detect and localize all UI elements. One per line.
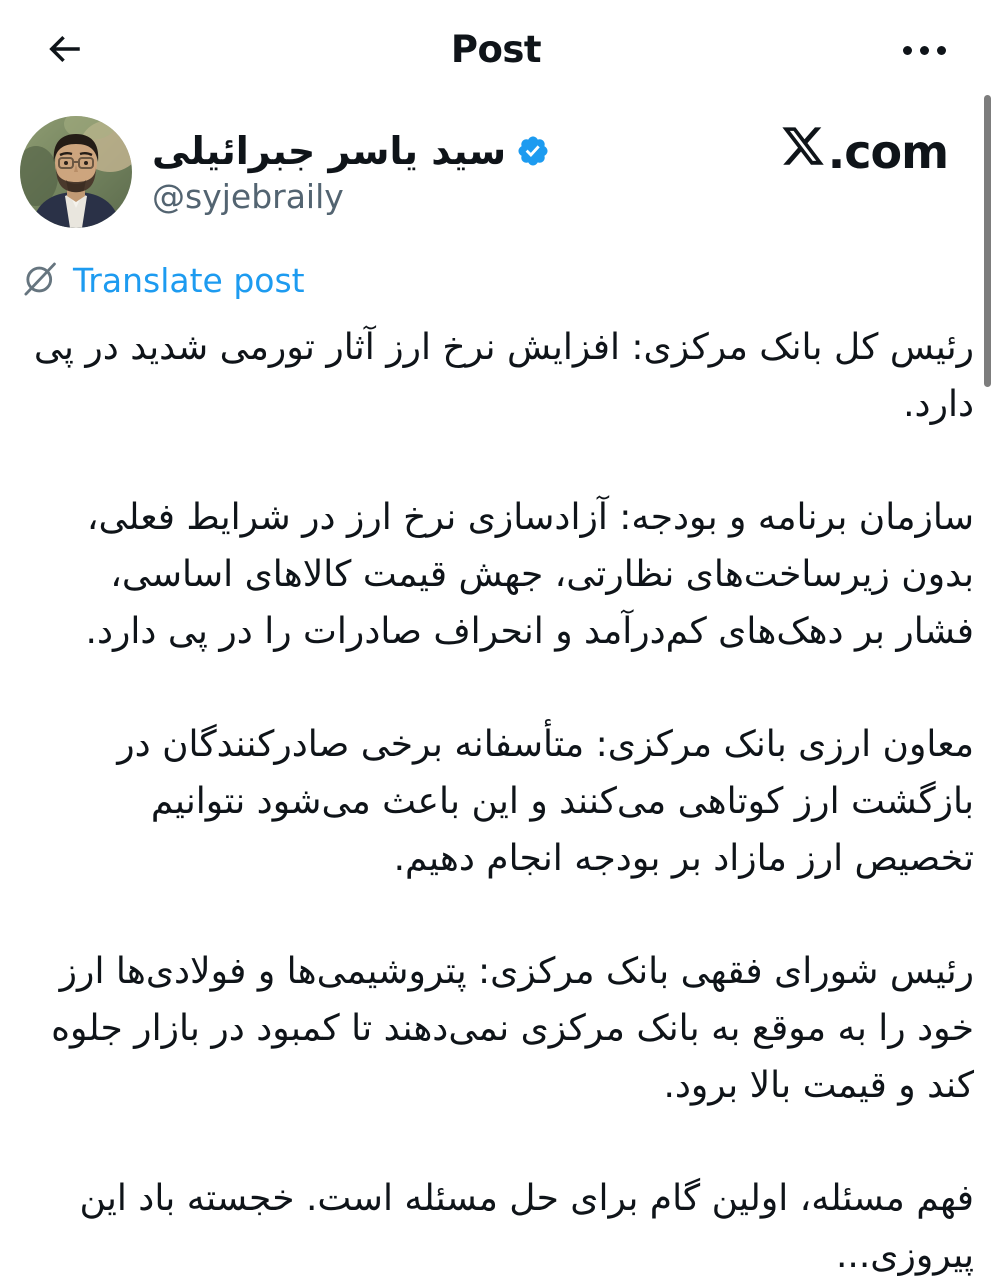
- xcom-watermark: [780, 123, 948, 180]
- post-paragraph: معاون ارزی بانک مرکزی: متأسفانه برخی صادرکنندگان در بازگشت ارز کوتاهی می‌کنند و این باعث می‌شود نتوانیم تخصیص ارز مازاد بر بودجه انجام دهیم.: [117, 724, 974, 879]
- scrollbar-thumb[interactable]: [984, 95, 991, 387]
- page-title: Post: [450, 28, 542, 71]
- three-dots-icon: [903, 46, 912, 55]
- xcom-domain-text: .com: [827, 124, 948, 179]
- top-bar: [0, 0, 992, 100]
- verified-badge-icon: [516, 134, 550, 168]
- author-row: [20, 115, 948, 229]
- x-logo-icon: [780, 123, 828, 180]
- post-paragraph: رئیس کل بانک مرکزی: افزایش نرخ ارز آثار تورمی شدید در پی دارد.: [33, 327, 974, 425]
- translate-post-link[interactable]: [22, 259, 305, 301]
- avatar[interactable]: [20, 116, 132, 228]
- author-info: [152, 129, 550, 216]
- author-display-name[interactable]: سید یاسر جبرائیلی: [152, 128, 507, 173]
- post-paragraph: سازمان برنامه و بودجه: آزادسازی نرخ ارز در شرایط فعلی، بدون زیرساخت‌های نظارتی، جهش قیمت کالاهای اساسی، فشار بر دهک‌های کم‌درآمد و انحراف صادرات را در پی دارد.: [85, 497, 974, 652]
- translate-label: Translate post: [73, 260, 305, 300]
- post-paragraph: رئیس شورای فقهی بانک مرکزی: پتروشیمی‌ها و فولادی‌ها ارز خود را به موقع به بانک مرکزی نمی‌دهند تا کمبود در بازار جلوه کند و قیمت بالا برود.: [51, 951, 974, 1106]
- post-paragraph: فهم مسئله، اولین گام برای حل مسئله است. خجسته باد این پیروزی...: [79, 1178, 974, 1276]
- author-handle[interactable]: @syjebraily: [152, 176, 344, 216]
- translate-icon: [22, 259, 58, 301]
- more-menu-button[interactable]: [903, 30, 946, 70]
- post-body: [0, 319, 992, 1280]
